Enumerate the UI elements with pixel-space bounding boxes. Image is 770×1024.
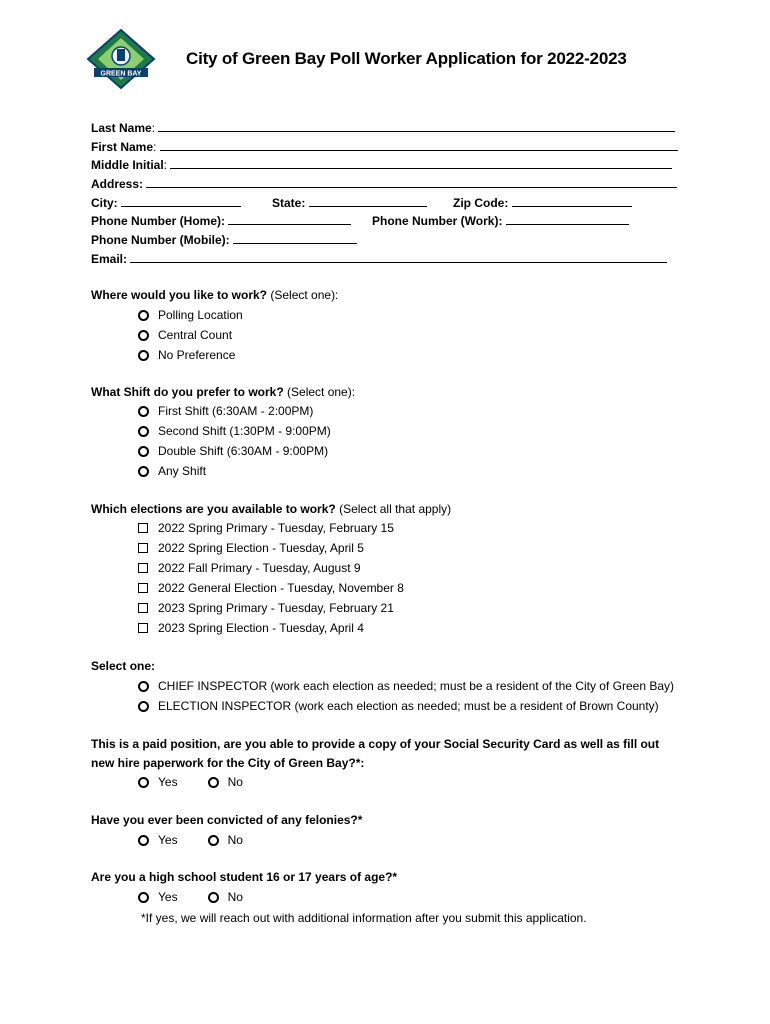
work-option-polling[interactable]: Polling Location — [138, 308, 243, 322]
election-option[interactable]: 2022 Spring Election - Tuesday, April 5 — [138, 541, 364, 555]
role-option-chief[interactable]: CHIEF INSPECTOR (work each election as needed; must be a resident of the City of Green Bay) — [138, 679, 674, 693]
checkbox-icon[interactable] — [138, 583, 148, 593]
elections-question: Which elections are you available to work? (Select all that apply) — [91, 502, 452, 516]
work-option-none[interactable]: No Preference — [138, 348, 235, 362]
radio-icon[interactable] — [138, 310, 149, 321]
address-field[interactable] — [146, 176, 677, 188]
shift-option-double[interactable]: Double Shift (6:30AM - 9:00PM) — [138, 444, 328, 458]
radio-icon[interactable] — [138, 835, 149, 846]
radio-icon[interactable] — [138, 446, 149, 457]
phone-home-row[interactable] — [91, 213, 351, 228]
shift-question: What Shift do you prefer to work? (Select one): — [91, 385, 356, 399]
shift-option-any[interactable]: Any Shift — [138, 464, 206, 478]
election-option[interactable]: 2022 General Election - Tuesday, November 8 — [138, 581, 404, 595]
student-question: Are you a high school student 16 or 17 years of age?* — [91, 870, 398, 884]
radio-icon[interactable] — [138, 330, 149, 341]
radio-icon[interactable] — [138, 681, 149, 692]
email-row[interactable] — [91, 251, 667, 266]
checkbox-icon[interactable] — [138, 563, 148, 573]
radio-icon[interactable] — [138, 426, 149, 437]
work-option-central[interactable]: Central Count — [138, 328, 232, 342]
state-field[interactable] — [309, 195, 427, 207]
paid-no[interactable]: No — [208, 775, 243, 789]
radio-icon[interactable] — [138, 350, 149, 361]
felony-no[interactable]: No — [208, 833, 243, 847]
work-location-question: Where would you like to work? (Select one): — [91, 288, 339, 302]
logo-text: GREEN BAY — [100, 70, 142, 78]
middle-initial-label: Middle Initial — [91, 158, 164, 172]
last-name-field[interactable] — [158, 120, 675, 132]
first-name-label: First Name — [91, 140, 154, 154]
middle-initial-row[interactable]: Middle Initial: — [91, 157, 672, 172]
first-name-field[interactable] — [160, 139, 678, 151]
felony-yes[interactable]: Yes — [138, 833, 178, 847]
zip-row[interactable] — [453, 195, 632, 210]
role-question: Select one: — [91, 659, 156, 673]
paid-question-line1: This is a paid position, are you able to provide a copy of your Social Security Card as well as fill out — [91, 737, 660, 751]
radio-icon[interactable] — [208, 835, 219, 846]
student-note: *If yes, we will reach out with additional information after you submit this application. — [141, 911, 587, 925]
radio-icon[interactable] — [138, 892, 149, 903]
phone-home-field[interactable] — [228, 213, 351, 225]
radio-icon[interactable] — [208, 892, 219, 903]
student-no[interactable]: No — [208, 890, 243, 904]
election-option[interactable]: 2023 Spring Election - Tuesday, April 4 — [138, 621, 364, 635]
paid-yes[interactable]: Yes — [138, 775, 178, 789]
last-name-label: Last Name — [91, 121, 152, 135]
checkbox-icon[interactable] — [138, 603, 148, 613]
phone-mobile-row[interactable] — [91, 232, 357, 247]
phone-home-label: Phone Number (Home): — [91, 214, 226, 228]
city-field[interactable] — [121, 195, 241, 207]
address-label: Address: — [91, 177, 144, 191]
zip-field[interactable] — [512, 195, 632, 207]
student-answer-group[interactable] — [138, 890, 273, 904]
state-row[interactable] — [272, 195, 427, 210]
last-name-row[interactable]: Last Name: — [91, 120, 675, 135]
phone-work-field[interactable] — [506, 213, 629, 225]
felony-answer-group[interactable] — [138, 833, 273, 847]
city-logo — [86, 28, 156, 90]
middle-initial-field[interactable] — [170, 157, 672, 169]
election-option[interactable]: 2022 Spring Primary - Tuesday, February 15 — [138, 521, 394, 535]
email-label: Email: — [91, 252, 128, 266]
page-title: City of Green Bay Poll Worker Application for 2022-2023 — [186, 49, 627, 68]
first-name-row[interactable]: First Name: — [91, 139, 678, 154]
shift-option-first[interactable]: First Shift (6:30AM - 2:00PM) — [138, 404, 313, 418]
student-yes[interactable]: Yes — [138, 890, 178, 904]
city-row[interactable] — [91, 195, 241, 210]
address-row[interactable] — [91, 176, 677, 191]
phone-work-label: Phone Number (Work): — [372, 214, 503, 228]
radio-icon[interactable] — [208, 777, 219, 788]
felony-question: Have you ever been convicted of any felonies?* — [91, 813, 363, 827]
checkbox-icon[interactable] — [138, 543, 148, 553]
checkbox-icon[interactable] — [138, 623, 148, 633]
paid-answer-group[interactable] — [138, 775, 273, 789]
city-label: City: — [91, 196, 118, 210]
phone-work-row[interactable] — [372, 213, 629, 228]
radio-icon[interactable] — [138, 466, 149, 477]
radio-icon[interactable] — [138, 406, 149, 417]
email-field[interactable] — [130, 251, 667, 263]
phone-mobile-field[interactable] — [233, 232, 357, 244]
role-option-election[interactable]: ELECTION INSPECTOR (work each election as needed; must be a resident of Brown County) — [138, 699, 659, 713]
phone-mobile-label: Phone Number (Mobile): — [91, 233, 230, 247]
checkbox-icon[interactable] — [138, 523, 148, 533]
election-option[interactable]: 2022 Fall Primary - Tuesday, August 9 — [138, 561, 361, 575]
shift-option-second[interactable]: Second Shift (1:30PM - 9:00PM) — [138, 424, 331, 438]
state-label: State: — [272, 196, 306, 210]
election-option[interactable]: 2023 Spring Primary - Tuesday, February 21 — [138, 601, 394, 615]
zip-label: Zip Code: — [453, 196, 509, 210]
radio-icon[interactable] — [138, 701, 149, 712]
radio-icon[interactable] — [138, 777, 149, 788]
paid-question-line2: new hire paperwork for the City of Green Bay?*: — [91, 756, 365, 770]
